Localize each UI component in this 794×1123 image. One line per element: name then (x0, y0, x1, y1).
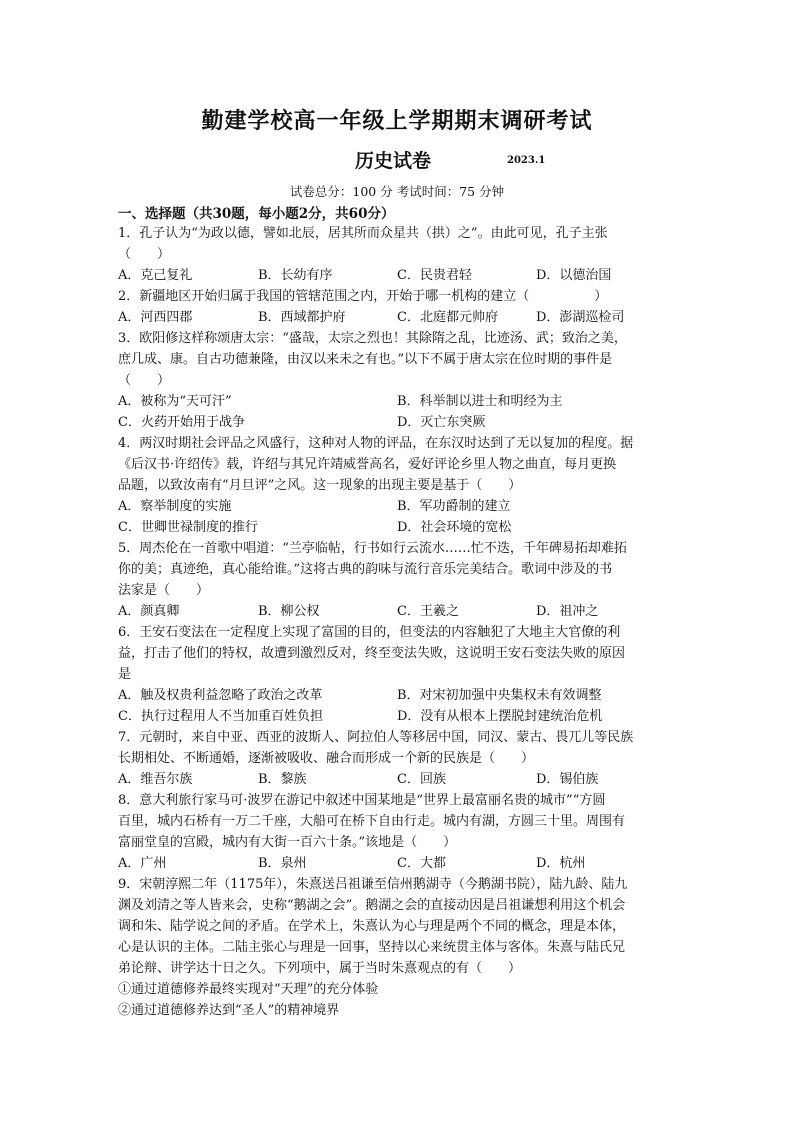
option-c: C．回族 (397, 772, 446, 787)
option-d: D．杭州 (536, 856, 586, 871)
question-text-line: 4．两汉时期社会评品之风盛行，这种对人物的评品，在东汉时达到了无以复加的程度。据 (118, 436, 634, 451)
option-a: A．颜真卿 (118, 604, 180, 619)
option-row (118, 412, 678, 433)
option-d: D．锡伯族 (536, 772, 599, 787)
option-row (118, 853, 678, 874)
option-b: B．黎族 (258, 772, 307, 787)
question-text-line: 长期相处、不断通婚，逐渐被吸收、融合而形成一个新的民族是（ ） (118, 751, 535, 766)
option-a: A．克己复礼 (118, 268, 193, 283)
option-c: C．王羲之 (397, 604, 459, 619)
question-text-line: 8．意大利旅行家马可·波罗在游记中叙述中国某地是“世界上最富丽名贵的城市”“方圆 (118, 793, 606, 808)
question-8 (118, 790, 678, 874)
option-c: C．大都 (397, 856, 446, 871)
option-b: B．西域都护府 (258, 310, 346, 325)
question-2 (118, 286, 678, 328)
option-b: B．对宋初加强中央集权未有效调整 (397, 688, 602, 703)
question-text-line: 3．欧阳修这样称颂唐太宗：“盛哉，太宗之烈也！其除隋之乱，比迹汤、武；致治之美， (118, 331, 627, 346)
option-d: D．没有从根本上摆脱封建统治危机 (397, 709, 603, 724)
option-d: D．灭亡东突厥 (397, 415, 486, 430)
question-text-line: 9．宋朝淳熙二年（1175年），朱熹送吕祖谦至信州鹅湖寺（今鹅湖书院），陆九龄、陆九 (118, 877, 628, 892)
option-row (118, 496, 678, 517)
option-d: D．祖冲之 (536, 604, 599, 619)
option-d: D．澎湖巡检司 (536, 310, 625, 325)
section-heading: 一、选择题（共30题，每小题2分，共60分） (118, 206, 395, 222)
option-c: C．执行过程用人不当加重百姓负担 (118, 709, 323, 724)
exam-date: 2023.1 (507, 155, 546, 166)
option-a: A．河西四郡 (118, 310, 193, 325)
exam-meta: 试卷总分：100 分 考试时间：75 分钟 (289, 184, 505, 199)
question-text-line: （ ） (118, 373, 171, 388)
option-b: B．长幼有序 (258, 268, 333, 283)
question-text-line: 你的美；真迹绝，真心能给谁。”这将古典的韵味与流行音乐完美结合。歌词中涉及的书 (118, 562, 613, 577)
question-4 (118, 433, 678, 538)
option-row (118, 706, 678, 727)
option-d: D．社会环境的宽松 (397, 520, 512, 535)
option-row (118, 391, 678, 412)
option-a: A．维吾尔族 (118, 772, 193, 787)
exam-subject: 历史试卷 (355, 150, 432, 172)
option-row (118, 685, 678, 706)
question-text-line: 5．周杰伦在一首歌中唱道：“兰亭临帖，行书如行云流水……忙不迭，千年碑易拓却难拓 (118, 541, 627, 556)
question-text-line: 品题，以致汝南有“月旦评”之风。这一现象的出现主要是基于（ ） (118, 478, 522, 493)
question-text-line: ②通过道德修养达到“圣人”的精神境界 (118, 1003, 340, 1018)
option-row (118, 601, 678, 622)
option-row (118, 307, 678, 328)
question-text-line: 百里，城内石桥有一万二千座，大船可在桥下自由行走。城内有湖，方圆三十里。周围有 (118, 814, 626, 829)
question-list (118, 223, 678, 1021)
question-5 (118, 538, 678, 622)
question-text-line: 6．王安石变法在一定程度上实现了富国的目的，但变法的内容触犯了大地主大官僚的利 (118, 625, 621, 640)
option-a: A．广州 (118, 856, 167, 871)
question-1 (118, 223, 678, 286)
question-text-line: 心是认识的主体。二陆主张心与理是一回事，坚持以心来统贯主体与客体。朱熹与陆氏兄 (118, 940, 626, 955)
option-b: B．柳公权 (258, 604, 320, 619)
option-a: A．察举制度的实施 (118, 499, 232, 514)
option-a: A．被称为“天可汗” (118, 394, 232, 409)
question-text-line: 庶几成、康。自古功德兼隆，由汉以来未之有也。”以下不属于唐太宗在位时期的事件是 (118, 352, 613, 367)
question-text-line: 是 (118, 667, 132, 682)
option-c: C．北庭都元帅府 (397, 310, 498, 325)
exam-title: 勤建学校高一年级上学期期末调研考试 (201, 108, 593, 134)
option-c: C．世卿世禄制度的推行 (118, 520, 258, 535)
question-text-line: ①通过道德修养最终实现对“天理”的充分体验 (118, 982, 379, 997)
question-text-line: 渊及刘清之等人皆来会，史称“鹅湖之会”。鹅湖之会的直接动因是吕祖谦想利用这个机会 (118, 898, 626, 913)
question-text-line: 《后汉书·许绍传》载，许绍与其兄许靖威誉高名，爱好评论乡里人物之曲直，每月更换 (118, 457, 617, 472)
question-9 (118, 874, 678, 1021)
option-b: B．泉州 (258, 856, 307, 871)
option-b: B．军功爵制的建立 (397, 499, 511, 514)
option-a: A．触及权贵利益忽略了政治之改革 (118, 688, 323, 703)
option-c: C．火药开始用于战争 (118, 415, 245, 430)
option-row (118, 517, 678, 538)
question-text-line: 益，打击了他们的特权，故遭到激烈反对，终至变法失败，这说明王安石变法失败的原因 (118, 646, 626, 661)
option-c: C．民贵君轻 (397, 268, 472, 283)
question-text-line: 法家是（ ） (118, 583, 210, 598)
question-3 (118, 328, 678, 433)
question-text-line: 调和朱、陆学说之间的矛盾。在学术上，朱熹认为心与理是两个不同的概念，理是本体， (118, 919, 626, 934)
question-6 (118, 622, 678, 727)
option-d: D．以德治国 (536, 268, 612, 283)
question-text-line: （ ） (118, 247, 171, 262)
question-text-line: 弟论辩、讲学达十日之久。下列项中，属于当时朱熹观点的有（ ） (118, 961, 522, 976)
question-7 (118, 727, 678, 790)
option-b: B．科举制以进士和明经为主 (397, 394, 563, 409)
option-row (118, 769, 678, 790)
question-text-line: 2．新疆地区开始归属于我国的管辖范围之内，开始于哪一机构的建立（ ） (118, 289, 608, 304)
option-row (118, 265, 678, 286)
question-text-line: 7．元朝时，来自中亚、西亚的波斯人、阿拉伯人等移居中国，同汉、蒙古、畏兀儿等民族 (118, 730, 634, 745)
question-text-line: 1．孔子认为“为政以德，譬如北辰，居其所而众星共（拱）之”。由此可见，孔子主张 (118, 226, 608, 241)
question-text-line: 富丽堂皇的宫殿，城内有大街一百六十条。”该地是（ ） (118, 835, 457, 850)
